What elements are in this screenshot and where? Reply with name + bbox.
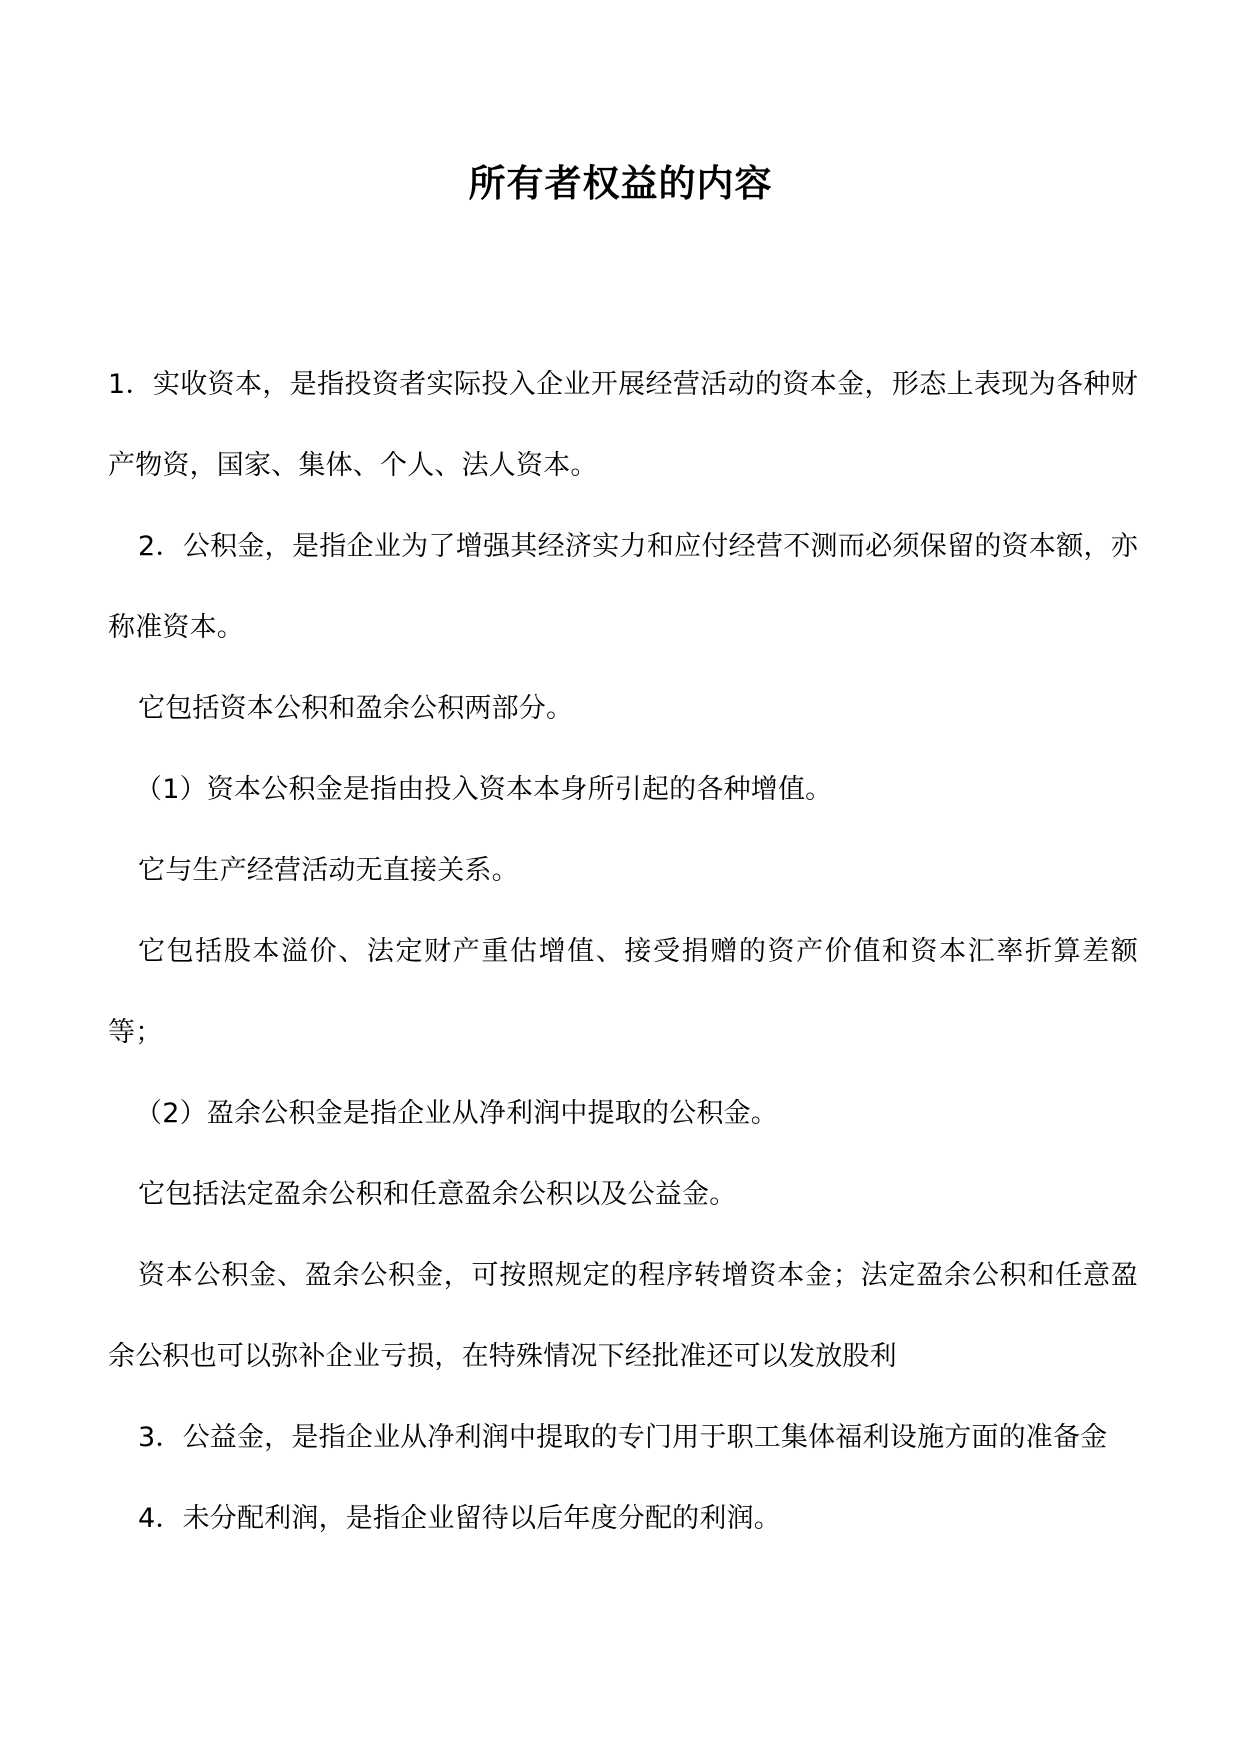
- paragraph-capital-reserve-relation: 它与生产经营活动无直接关系。: [138, 855, 519, 886]
- paragraph-reserve-fund: 2．公积金，是指企业为了增强其经济实力和应付经营不测而必须保留的资本额，亦称准资本。: [108, 531, 1138, 643]
- paragraph-public-welfare-fund: 3．公益金，是指企业从净利润中提取的专门用于职工集体福利设施方面的准备金: [138, 1422, 1108, 1453]
- paragraph-capital-reserve-items: 它包括股本溢价、法定财产重估增值、接受捐赠的资产价值和资本汇率折算差额等；: [108, 936, 1138, 1048]
- paragraph-surplus-reserve: （2）盈余公积金是指企业从净利润中提取的公积金。: [135, 1098, 778, 1129]
- paragraph-surplus-reserve-items: 它包括法定盈余公积和任意盈余公积以及公益金。: [138, 1179, 737, 1210]
- document-title: 所有者权益的内容: [468, 162, 773, 205]
- paragraph-reserve-usage: 资本公积金、盈余公积金，可按照规定的程序转增资本金；法定盈余公积和任意盈余公积也可以弥补企业亏损，在特殊情况下经批准还可以发放股利: [108, 1260, 1138, 1372]
- paragraph-reserve-parts: 它包括资本公积和盈余公积两部分。: [138, 693, 574, 724]
- document-body: [108, 344, 1138, 1559]
- paragraph-undistributed-profit: 4．未分配利润，是指企业留待以后年度分配的利润。: [138, 1503, 781, 1534]
- paragraph-capital-reserve: （1）资本公积金是指由投入资本本身所引起的各种增值。: [135, 774, 833, 805]
- paragraph-paid-in-capital: 1．实收资本，是指投资者实际投入企业开展经营活动的资本金，形态上表现为各种财产物资，国家、集体、个人、法人资本。: [108, 369, 1138, 481]
